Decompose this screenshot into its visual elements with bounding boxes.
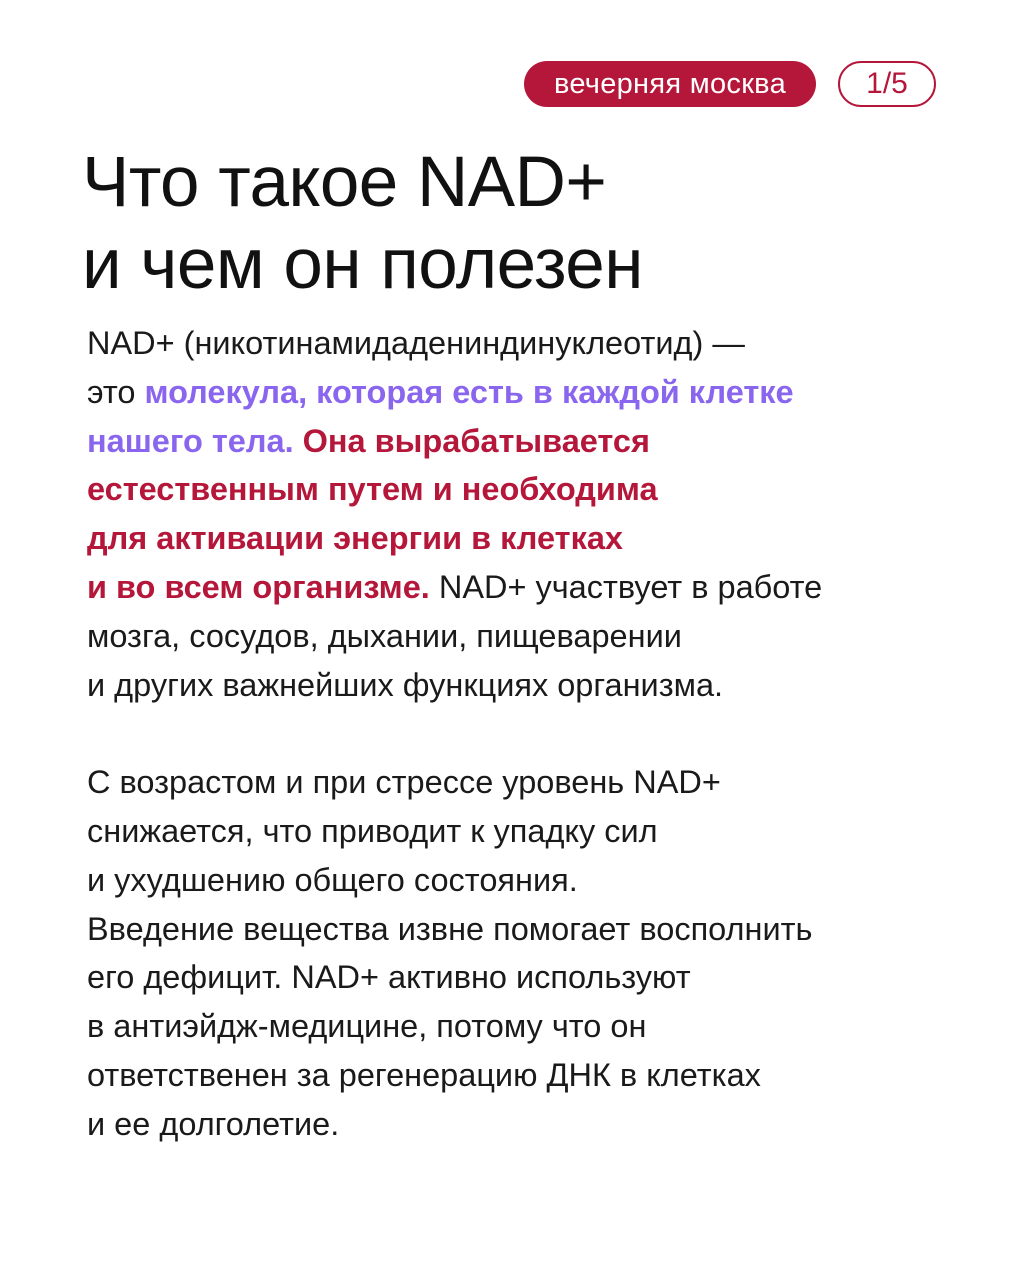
text-line: и других важнейших функциях организма. [87, 666, 724, 703]
brand-badge: вечерняя москва [524, 61, 816, 107]
text-line: и ухудшению общего состояния. [87, 861, 578, 898]
paragraph-intro [87, 319, 967, 709]
highlight-red-text: естественным путем и необходима [87, 471, 658, 508]
plain-text: NAD+ участвует в работе [438, 568, 823, 605]
paragraph-details [87, 758, 967, 1148]
text-line [87, 417, 967, 466]
text-line: и ее долголетие. [87, 1105, 340, 1142]
text-line: NAD+ (никотинамидадениндинуклеотид) — [87, 325, 745, 361]
text-line: его дефицит. NAD+ активно используют [87, 959, 691, 996]
text-line: мозга, сосудов, дыхании, пищеварении [87, 617, 682, 654]
article-body [87, 319, 967, 1149]
plain-text: это [87, 373, 145, 410]
highlight-purple-text: нашего тела. [87, 422, 294, 459]
highlight-red-text: и во всем организме. [87, 568, 430, 605]
text-line: снижается, что приводит к упадку сил [87, 812, 658, 849]
text-line: ответственен за регенерацию ДНК в клетках [87, 1056, 761, 1093]
highlight-red-text: Она вырабатывается [302, 422, 650, 459]
paragraph-gap [87, 709, 967, 758]
text-line [87, 563, 967, 612]
text-line [87, 368, 967, 417]
title-line-1: Что такое NAD+ [82, 143, 607, 222]
text-line: в антиэйдж-медицине, потому что он [87, 1008, 647, 1045]
highlight-red-text: для активации энергии в клетках [87, 520, 623, 557]
text-line: С возрастом и при стрессе уровень NAD+ [87, 764, 721, 801]
header [524, 61, 936, 107]
page-counter: 1/5 [838, 61, 936, 107]
page-title [82, 142, 962, 306]
title-line-2: и чем он полезен [82, 225, 644, 304]
text-line: Введение вещества извне помогает восполнить [87, 910, 813, 947]
highlight-purple-text: молекула, которая есть в каждой клетке [144, 373, 794, 410]
